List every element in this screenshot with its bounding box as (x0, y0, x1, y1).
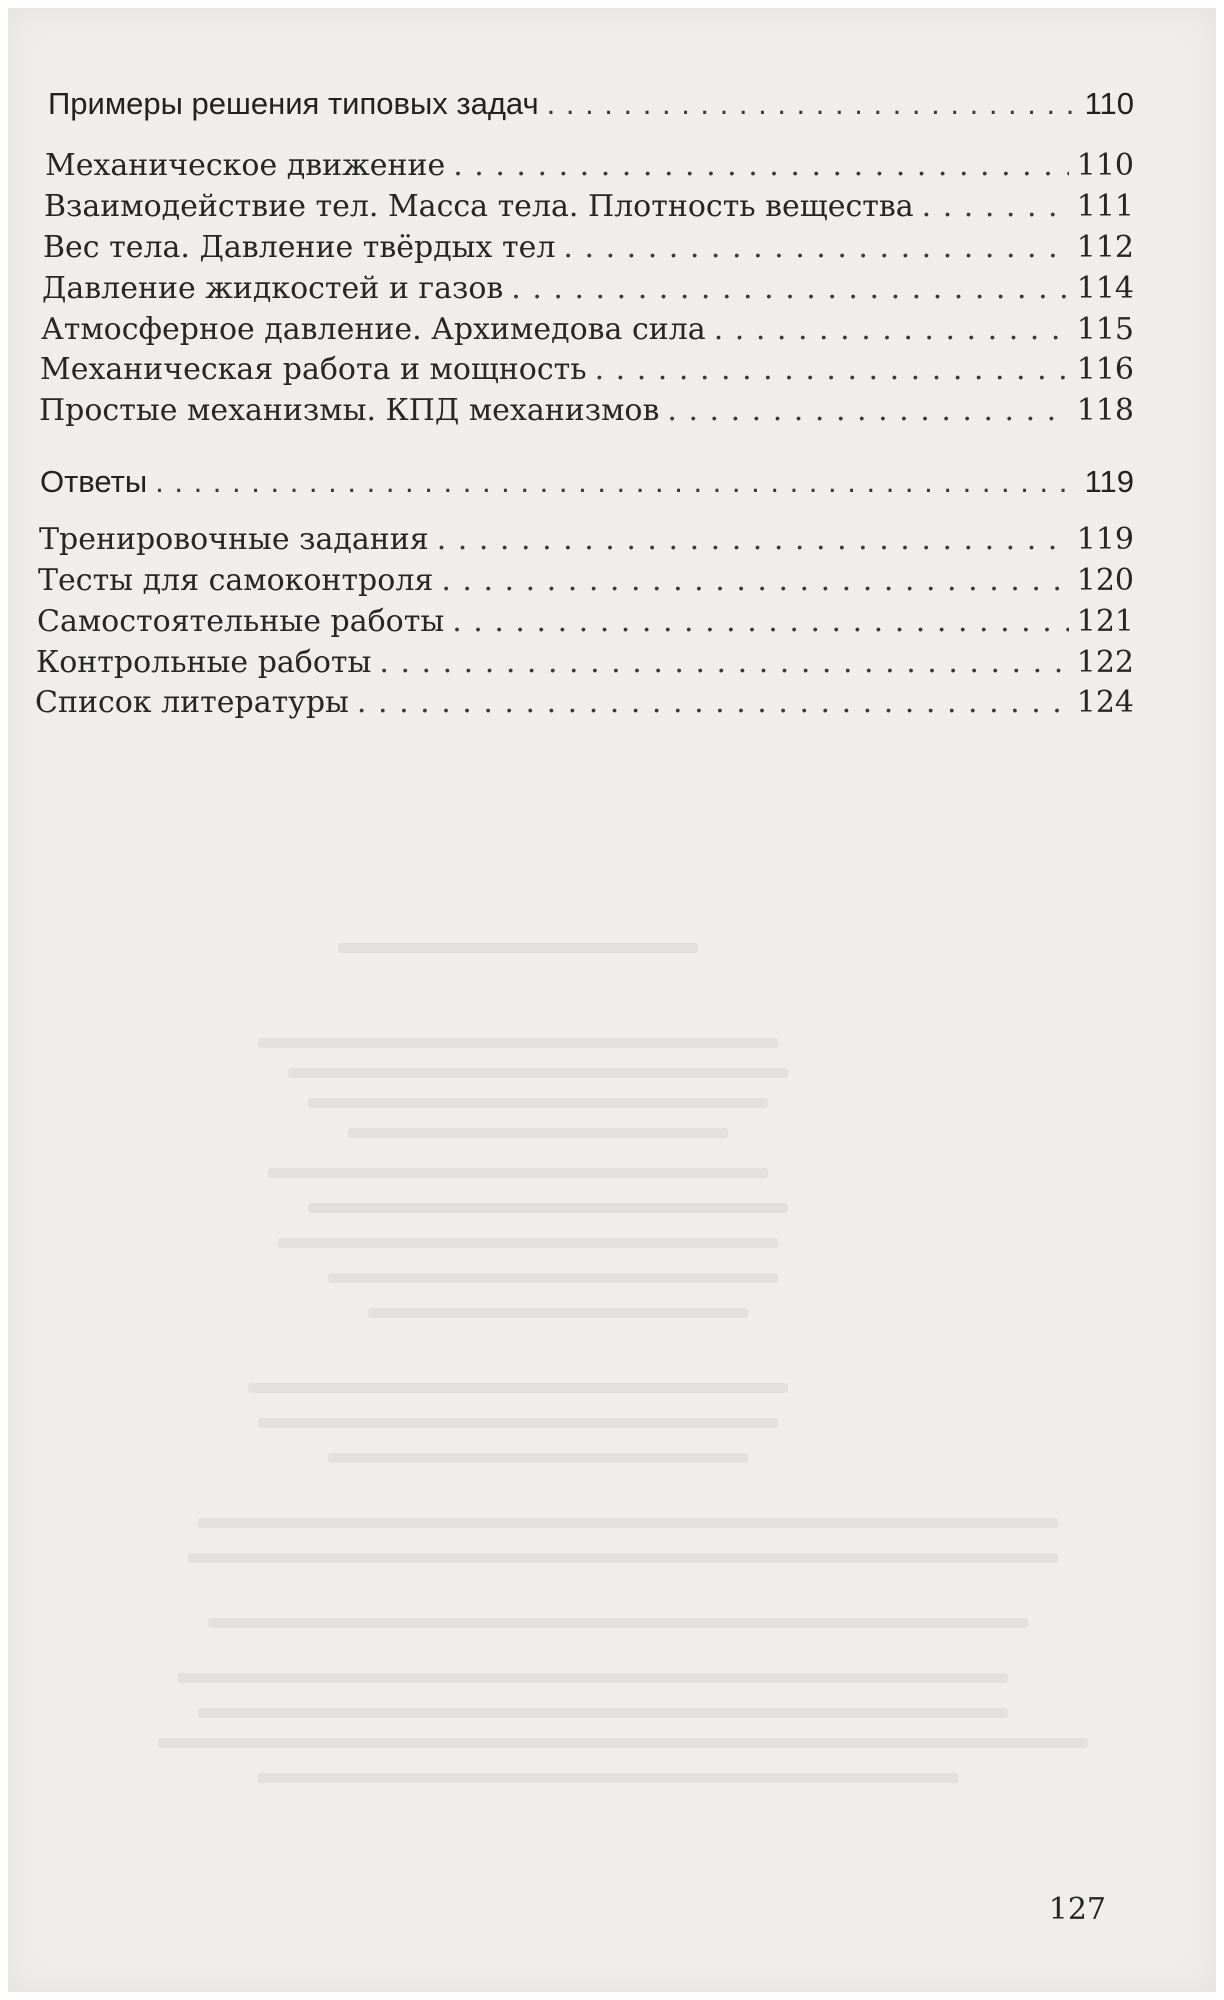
dot-leader (357, 685, 1069, 720)
toc-entry[interactable] (39, 522, 1134, 557)
toc-page-number: 112 (1076, 230, 1134, 265)
toc-entry-title: Атмосферное давление. Архимедова сила (41, 312, 706, 347)
dot-leader (563, 230, 1068, 265)
toc-entry[interactable] (35, 685, 1134, 720)
dot-leader (547, 86, 1077, 122)
toc-entry-title: Самостоятельные работы (37, 604, 445, 639)
page-number: 127 (1048, 1892, 1106, 1927)
toc-page-number: 110 (1076, 148, 1134, 183)
toc-entry[interactable] (37, 604, 1134, 639)
dot-leader (441, 563, 1068, 598)
toc-page-number: 119 (1084, 464, 1134, 499)
dot-leader (452, 604, 1069, 639)
toc-entry-title: Взаимодействие тел. Масса тела. Плотность вещества (44, 189, 914, 224)
toc-page-number: 120 (1076, 563, 1134, 598)
toc-entry-title: Тренировочные задания (39, 522, 429, 557)
dot-leader (667, 393, 1068, 428)
dot-leader (453, 148, 1069, 183)
toc-entry[interactable] (44, 189, 1134, 224)
dot-leader (437, 522, 1069, 557)
toc-entry[interactable] (40, 352, 1134, 387)
toc-entry-title: Тесты для самоконтроля (38, 563, 434, 598)
toc-page-number: 122 (1076, 645, 1134, 680)
toc-page-number: 124 (1076, 685, 1134, 720)
book-page (8, 8, 1216, 1992)
toc-entry[interactable] (45, 148, 1134, 183)
toc-entry-title: Механическая работа и мощность (40, 352, 587, 387)
dot-leader (511, 271, 1068, 306)
toc-entry[interactable] (41, 312, 1134, 347)
toc-page-number: 116 (1076, 352, 1134, 387)
toc-section-heading[interactable] (40, 464, 1134, 500)
toc-entry-title: Механическое движение (45, 148, 446, 183)
toc-page-number: 114 (1076, 271, 1134, 306)
toc-page-number: 118 (1076, 393, 1134, 428)
toc-entry-title: Давление жидкостей и газов (42, 271, 504, 306)
toc-entry-title: Список литературы (35, 685, 349, 720)
toc-section-title: Примеры решения типовых задач (48, 86, 539, 121)
toc-entry-title: Контрольные работы (36, 645, 372, 680)
toc-entry[interactable] (42, 271, 1134, 306)
dot-leader (379, 645, 1068, 680)
toc-section-heading[interactable] (48, 86, 1134, 122)
dot-leader (155, 464, 1076, 500)
toc-entry-title: Простые механизмы. КПД механизмов (39, 393, 660, 428)
dot-leader (595, 352, 1069, 387)
toc-entry-title: Вес тела. Давление твёрдых тел (43, 230, 556, 265)
toc-entry[interactable] (38, 563, 1134, 598)
toc-page-number: 110 (1084, 86, 1134, 121)
toc-page-number: 119 (1076, 522, 1134, 557)
toc-entry[interactable] (43, 230, 1134, 265)
dot-leader (922, 189, 1069, 224)
toc-entry[interactable] (39, 393, 1134, 428)
toc-page-number: 121 (1076, 604, 1134, 639)
toc-section-title: Ответы (40, 464, 148, 499)
toc-entry[interactable] (36, 645, 1134, 680)
toc-page-number: 115 (1076, 312, 1134, 347)
toc-page-number: 111 (1076, 189, 1134, 224)
dot-leader (714, 312, 1069, 347)
